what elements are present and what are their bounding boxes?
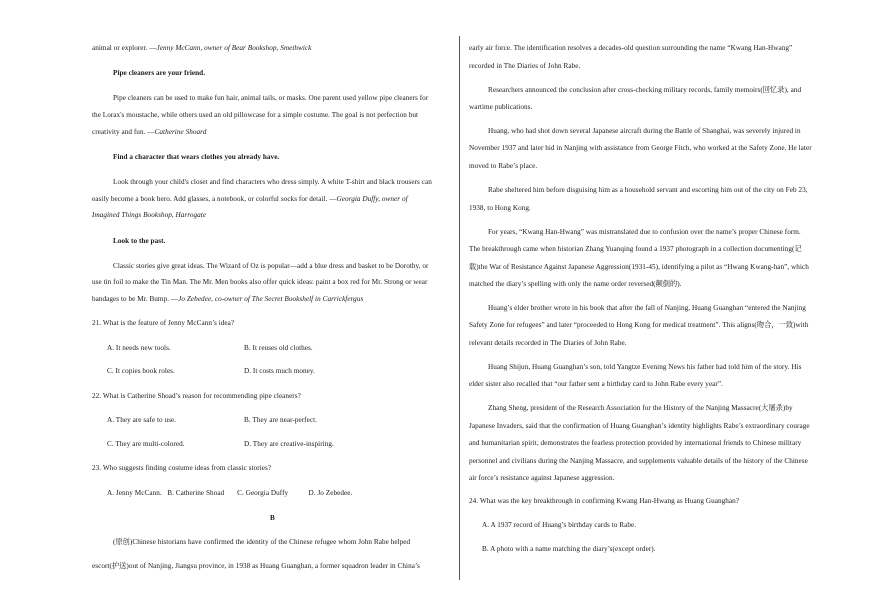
question-24: 24. What was the key breakthrough in confirming Kwang Han-Hwang as Huang Guanghan? (469, 497, 740, 505)
question-22: 22. What is Catherine Shoad’s reason for recommending pipe cleaners? (92, 392, 301, 400)
section-heading-past: Look to the past. (113, 237, 166, 245)
passage-line: Pipe cleaners can be used to make fun hair, animal tails, or masks. One parent used yellow pipe cleaners for (113, 94, 429, 102)
section-b-label: B (270, 514, 275, 522)
option-21b: B. It reuses old clothes. (244, 344, 313, 352)
passage-line: (原创)Chinese historians have confirmed the identity of the Chinese refugee whom John Rabe helped (113, 538, 411, 546)
question-21: 21. What is the feature of Jenny McCann’s idea? (92, 319, 235, 327)
passage-line: use tin foil to make the Tin Man. The Mr. Men books also offer quick ideas: paint a box red for Mr. Strong or wear (92, 278, 428, 286)
section-heading-find: Find a character that wears clothes you already have. (113, 153, 280, 161)
option-22a: A. They are safe to use. (107, 416, 177, 424)
option-22b: B. They are near-perfect. (244, 416, 318, 424)
right-column (460, 0, 870, 615)
option-24b: B. A photo with a name matching the diary’s(except order). (482, 545, 656, 553)
passage-line: Safety Zone for refugees” and later “proceeded to Hong Kong for medical treatment”. This aligns(吻合，一致)with (469, 321, 809, 329)
passage-line: Look through your child's closet and find characters who dress simply. A white T-shirt and black trousers can (113, 178, 432, 186)
section-heading-pipe: Pipe cleaners are your friend. (113, 69, 206, 77)
passage-line: air force’s resistance against Japanese aggression. (469, 474, 615, 482)
option-21c: C. It copies book roles. (107, 367, 175, 375)
passage-line: 载)the War of Resistance Against Japanese Aggression(1931-45), identifying a pilot as “Hwang Kwang-han”, which (469, 263, 809, 271)
passage-line: relevant details recorded in The Diaries of John Rabe. (469, 339, 627, 347)
passage-line: November 1937 and later hid in Nanjing with assistance from George Fitch, who worked at the Safety Zone. He later (469, 144, 812, 152)
passage-line: and humanitarian spirit, demonstrates the fearless protection provided by international friends to Chinese military (469, 439, 802, 447)
passage-line: the Lorax's moustache, while others used an old pillowcase for a simple costume. The goal is not perfection but (92, 111, 419, 119)
passage-line: animal or explorer. —Jenny McCann, owner of Bear Bookshop, Smethwick (92, 44, 312, 52)
passage-line: Researchers announced the conclusion after cross-checking military records, family memoirs(回忆录), and (488, 86, 802, 94)
passage-line: 1938, to Hong Kong. (469, 204, 531, 212)
passage-line: early air force. The identification resolves a decades-old question surrounding the name “Kwang Han-Hwang” (469, 44, 793, 52)
passage-line: escort(护送)out of Nanjing, Jiangsu province, in 1938 as Huang Guanghan, a former squadron leader in China’s (92, 562, 420, 570)
passage-line: Huang, who had shot down several Japanese aircraft during the Battle of Shanghai, was severely injured in (488, 127, 801, 135)
passage-line: Zhang Sheng, president of the Research Association for the History of the Nanjing Massacre(大屠杀)by (488, 404, 793, 412)
options-23: A. Jenny McCann. B. Catherine Shoad C. Georgia Duffy D. Jo Zebedee. (107, 489, 353, 497)
passage-line: moved to Rabe’s place. (469, 162, 538, 170)
option-21a: A. It needs new tools. (107, 344, 171, 352)
option-22c: C. They are multi-colored. (107, 440, 185, 448)
passage-line: Imagined Things Bookshop, Harrogate (92, 211, 207, 219)
passage-line: recorded in The Diaries of John Rabe. (469, 62, 581, 70)
option-21d: D. It costs much money. (244, 367, 315, 375)
passage-line: bandages to be Mr. Bump. —Jo Zebedee, co-owner of The Secret Bookshelf in Carrickfergus (92, 295, 364, 303)
passage-line: Huang Shijun, Huang Guanghan’s son, told Yangtze Evening News his father had told him of the story. His (488, 363, 802, 371)
passage-line: matched the diary’s spelling with only the name order reversed(颠倒的). (469, 280, 682, 288)
option-22d: D. They are creative-inspiring. (244, 440, 334, 448)
passage-line: Rabe sheltered him before disguising him as a household servant and escorting him out of the city on Feb 23, (488, 186, 808, 194)
option-24a: A. A 1937 record of Huang’s birthday cards to Rabe. (482, 521, 637, 529)
passage-line: Huang’s elder brother wrote in his book that after the fall of Nanjing, Huang Guanghan “entered the Nanjing (488, 304, 806, 312)
passage-line: elder sister also recalled that “our father sent a birthday card to John Rabe every year”. (469, 380, 723, 388)
passage-line: Japanese Invaders, said that the confirmation of Huang Guanghan’s identity highlights Rabe’s extraordinary courage (469, 422, 810, 430)
passage-line: wartime publications. (469, 103, 533, 111)
passage-line: For years, “Kwang Han-Hwang” was mistranslated due to confusion over the name’s proper Chinese form. (488, 228, 801, 236)
passage-line: Classic stories give great ideas. The Wizard of Oz is popular—add a blue dress and basket to be Dorothy, or (113, 262, 429, 270)
passage-line: personnel and civilians during the Nanjing Massacre, and supplements valuable details of the history of the Chinese (469, 457, 808, 465)
passage-line: The breakthrough came when historian Zhang Yuanqing found a 1937 photograph in a collection documenting(记 (469, 245, 802, 253)
passage-line: easily become a book hero. Add glasses, a notebook, or colorful socks for detail. —Georgia Duffy, owner of (92, 195, 408, 203)
question-23: 23. Who suggests finding costume ideas from classic stories? (92, 464, 272, 472)
passage-line: creativity and fun. —Catherine Shoard (92, 128, 207, 136)
